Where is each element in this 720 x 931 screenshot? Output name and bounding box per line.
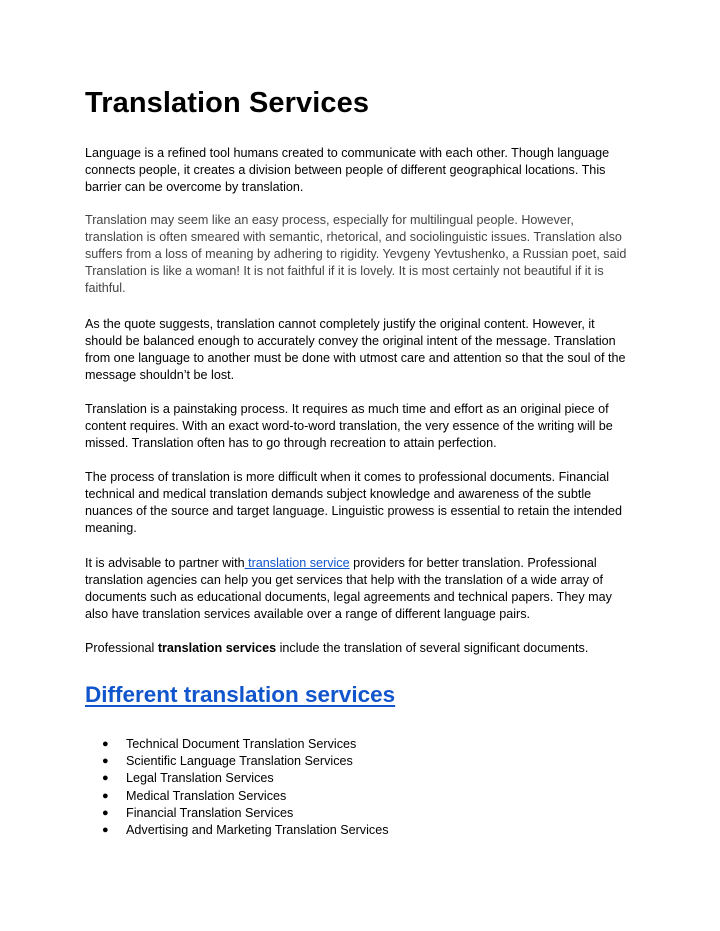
bullet-icon: ● [102, 789, 109, 802]
list-item [102, 788, 389, 805]
section-heading-link[interactable]: Different translation services [85, 682, 396, 707]
list-item-label: Medical Translation Services [126, 788, 287, 803]
bullet-icon: ● [102, 772, 109, 785]
list-item-label: Advertising and Marketing Translation Services [126, 823, 389, 838]
partner-text-before: It is advisable to partner with [85, 556, 245, 570]
summary-bold-text: translation services [157, 641, 277, 655]
list-item [102, 736, 389, 753]
translation-service-link[interactable]: translation service [244, 556, 350, 570]
professional-docs-paragraph: The process of translation is more difficult when it comes to professional documents. Financial technical and medical translation demands subject knowledge and awareness of the subtle nuances of the source and target language. Linguistic prowess is essential to retain the intended meaning. [85, 470, 622, 535]
list-item [102, 805, 389, 822]
summary-text-after: include the translation of several significant documents. [276, 641, 589, 655]
partner-paragraph [85, 555, 635, 623]
balance-paragraph: As the quote suggests, translation cannot completely justify the original content. However, it should be balanced enough to accurately convey the original intent of the message. Translation from one language to another must be done with utmost care and attention so that the soul of the message shouldn’t be lost. [85, 317, 626, 382]
list-item [102, 753, 389, 770]
bullet-icon: ● [102, 806, 109, 819]
intro-paragraph: Language is a refined tool humans created to communicate with each other. Though language connects people, it creates a division between people of different geographical locations. This barrier can be overcome by translation. [85, 146, 610, 194]
summary-paragraph [85, 640, 635, 657]
bullet-icon: ● [102, 824, 109, 837]
list-item-label: Technical Document Translation Services [126, 737, 357, 751]
summary-text-before: Professional [85, 641, 158, 655]
quote-paragraph: Translation may seem like an easy process, especially for multilingual people. However, translation is often smeared with semantic, rhetorical, and sociolinguistic issues. Translation also suffers from a loss of meaning by adhering to rigidity. Yevgeny Yevtushenko, a Russian poet, said Translation is like a woman! It is not faithful if it is lovely. It is most certainly not beautiful if it is faithful. [85, 213, 627, 295]
bullet-icon: ● [102, 755, 109, 768]
page-title: Translation Services [85, 87, 370, 119]
list-item [102, 770, 389, 787]
process-paragraph: Translation is a painstaking process. It requires as much time and effort as an original piece of content requires. With an exact word-to-word translation, the very essence of the writing will be missed. Translation often has to go through recreation to attain perfection. [85, 402, 613, 450]
list-item [102, 822, 389, 839]
bullet-icon: ● [102, 738, 109, 750]
list-item-label: Legal Translation Services [126, 771, 274, 786]
list-item-label: Financial Translation Services [126, 805, 294, 820]
services-list [102, 736, 389, 839]
list-item-label: Scientific Language Translation Services [126, 754, 353, 769]
partner-text-after: providers for better translation. Professional translation agencies can help you get services that help with the translation of a wide array of documents such as educational documents, legal agreements and technical papers. They may also have translation services available over a range of different language pairs. [85, 556, 612, 621]
